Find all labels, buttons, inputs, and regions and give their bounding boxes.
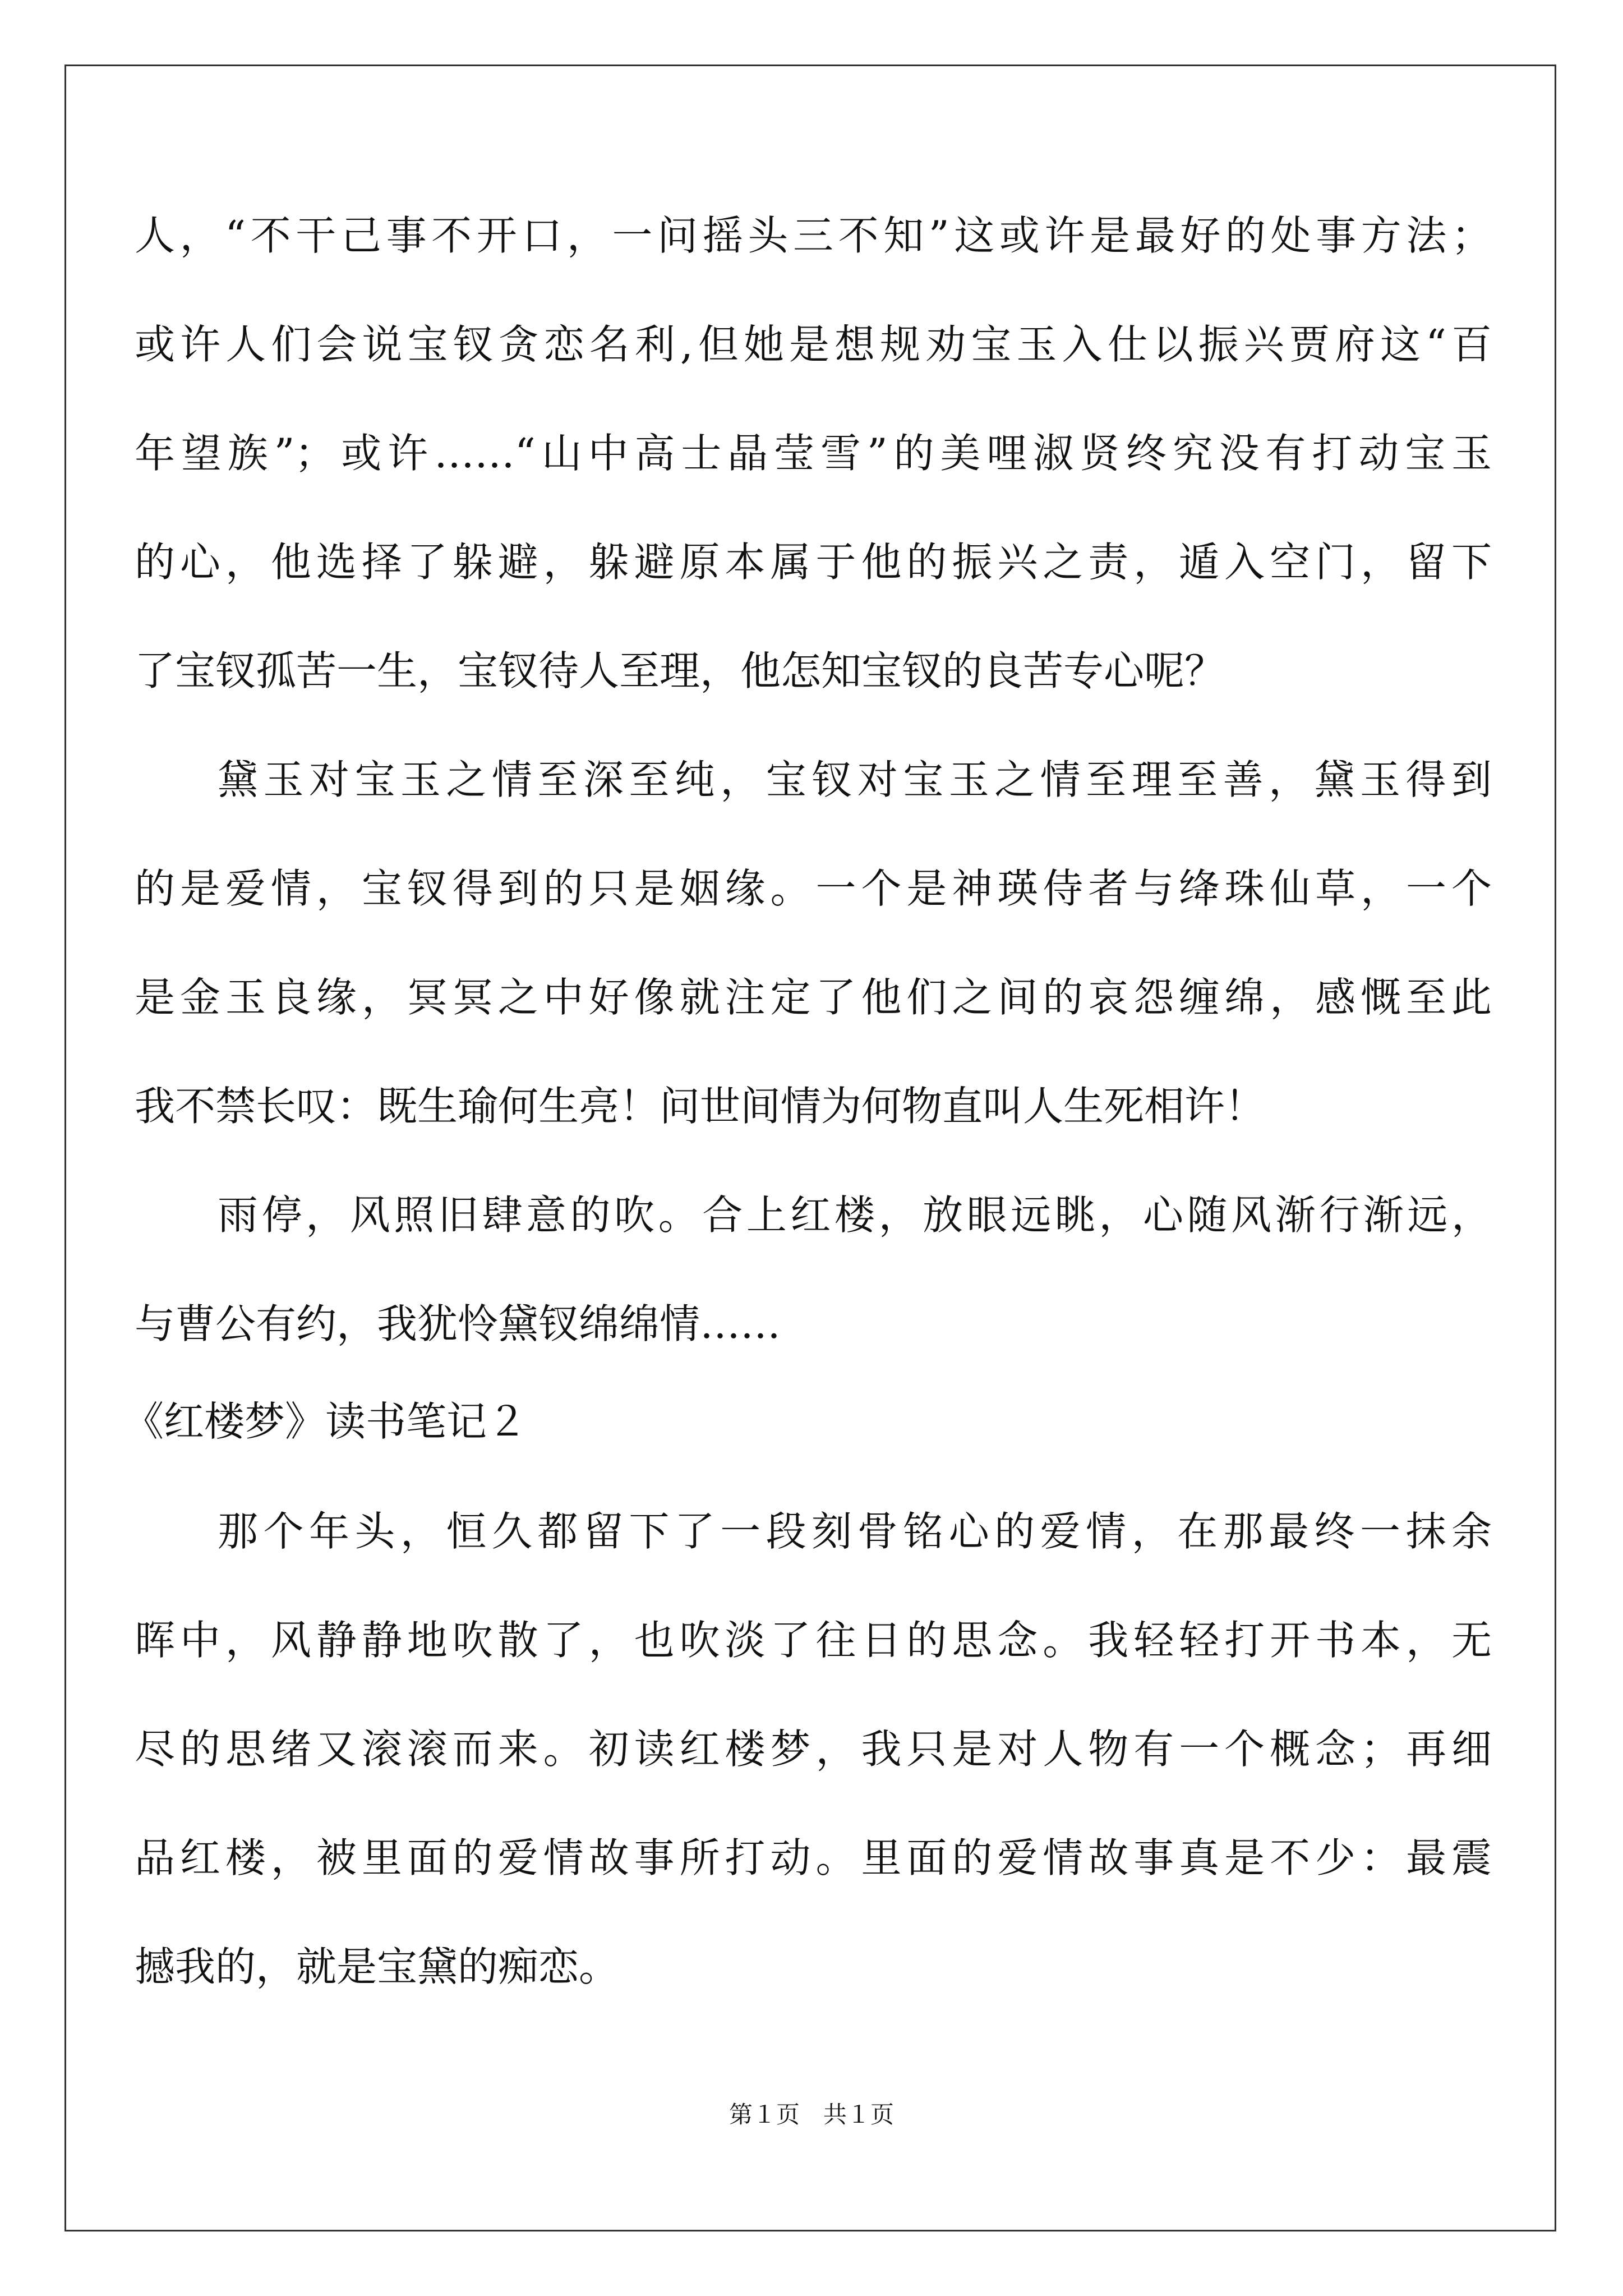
paragraph-line: 黛玉对宝玉之情至深至纯，宝钗对宝玉之情至理至善，黛玉得到 bbox=[218, 756, 1492, 803]
paragraph-line: 与曹公有约，我犹怜黛钗绵绵情…… bbox=[135, 1300, 781, 1347]
paragraph-line: 的是爱情，宝钗得到的只是姻缘。一个是神瑛侍者与绛珠仙草，一个 bbox=[135, 865, 1492, 912]
paragraph-line: 人，“不干己事不开口，一问摇头三不知”这或许是最好的处事方法； bbox=[135, 212, 1492, 259]
paragraph-line: 我不禁长叹：既生瑜何生亮！问世间情为何物直叫人生死相许！ bbox=[135, 1083, 1266, 1130]
paragraph-line: 了宝钗孤苦一生，宝钗待人至理，他怎知宝钗的良苦专心呢？ bbox=[135, 647, 1225, 694]
paragraph-line: 年望族”；或许……“山中高士晶莹雪”的美哩淑贤终究没有打动宝玉 bbox=[135, 430, 1492, 477]
paragraph-line: 品红楼，被里面的爱情故事所打动。里面的爱情故事真是不少：最震 bbox=[135, 1834, 1492, 1881]
paragraph-line: 那个年头，恒久都留下了一段刻骨铭心的爱情，在那最终一抹余 bbox=[218, 1508, 1492, 1555]
paragraph-line: 雨停，风照旧肆意的吹。合上红楼，放眼远眺，心随风渐行渐远， bbox=[218, 1191, 1492, 1239]
paragraph-line: 撼我的，就是宝黛的痴恋。 bbox=[135, 1943, 620, 1990]
paragraph-line: 的心，他选择了躲避，躲避原本属于他的振兴之责，遁入空门，留下 bbox=[135, 539, 1492, 586]
paragraph-line: 或许人们会说宝钗贪恋名利,但她是想规劝宝玉入仕以振兴贾府这“百 bbox=[135, 321, 1492, 368]
page-border bbox=[64, 65, 1556, 2231]
page-number-footer: 第１页 共１页 bbox=[728, 2101, 894, 2128]
section-heading: 《红楼梦》读书笔记２ bbox=[123, 1398, 528, 1445]
paragraph-line: 是金玉良缘，冥冥之中好像就注定了他们之间的哀怨缠绵，感慨至此 bbox=[135, 974, 1492, 1021]
paragraph-line: 晖中，风静静地吹散了，也吹淡了往日的思念。我轻轻打开书本，无 bbox=[135, 1617, 1492, 1664]
paragraph-line: 尽的思绪又滚滚而来。初读红楼梦，我只是对人物有一个概念；再细 bbox=[135, 1726, 1492, 1773]
